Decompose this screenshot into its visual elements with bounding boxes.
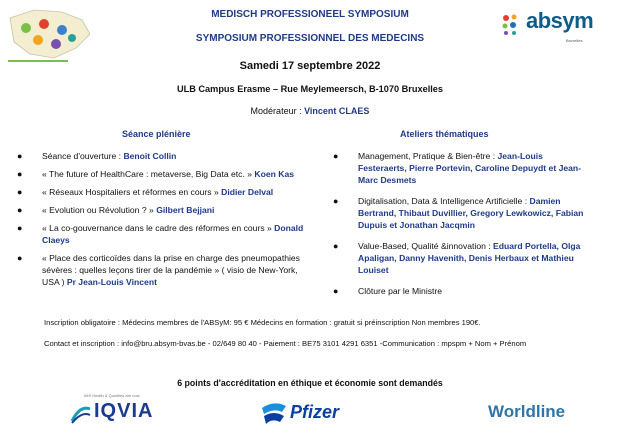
iqvia-swoosh-icon bbox=[70, 403, 92, 425]
pfizer-wordmark: Pfizer bbox=[290, 402, 340, 422]
item-text: « The future of HealthCare : metaverse, Big Data etc. » bbox=[42, 169, 255, 179]
plenary-heading: Séance plénière bbox=[122, 129, 191, 139]
list-item bbox=[330, 285, 592, 297]
list-item bbox=[330, 150, 592, 186]
item-text: « Réseaux Hospitaliers et réformes en cours » bbox=[42, 187, 222, 197]
bullet-icon: ● bbox=[333, 196, 339, 206]
item-text: Clôture par le Ministre bbox=[358, 286, 443, 296]
moderator-label: Modérateur : bbox=[250, 106, 305, 116]
item-text: « Evolution ou Révolution ? » bbox=[42, 205, 157, 215]
item-text: « Place des corticoïdes dans la prise en charge des pneumopathies sévères : quelles leçons tirer de la pandémie » ( visio de New-York, USA ) bbox=[42, 253, 300, 287]
list-item bbox=[14, 204, 304, 216]
item-speaker: Jean-Louis Festeraerts, Pierre Portevin, Caroline Depuydt et Jean-Marc Desmets bbox=[358, 151, 582, 185]
item-text: Séance d'ouverture : bbox=[42, 151, 124, 161]
contact-info: Contact et inscription : info@bru.absym-bvas.be - 02/649 80 40 - Paiement : BE75 3101 4291 6351 -Communication : mpspm + Nom + Prénom bbox=[44, 339, 527, 348]
bullet-icon: ● bbox=[17, 151, 23, 161]
list-item bbox=[14, 186, 304, 198]
list-item bbox=[330, 195, 592, 231]
list-item bbox=[14, 222, 304, 246]
bullet-icon: ● bbox=[333, 151, 339, 161]
worldline-logo bbox=[488, 402, 598, 428]
item-speaker: Eduard Portella, Olga Apaligan, Danny Havenith, Denis Herbaux et Mathieu Louiset bbox=[358, 241, 581, 275]
plenary-list bbox=[14, 150, 304, 294]
worldline-wordmark: Worldline bbox=[488, 402, 566, 421]
title-french: SYMPOSIUM PROFESSIONNEL DES MEDECINS bbox=[195, 33, 425, 44]
bullet-icon: ● bbox=[17, 205, 23, 215]
absym-wordmark: absym bbox=[526, 8, 594, 33]
workshops-list bbox=[330, 150, 592, 306]
bullet-icon: ● bbox=[17, 223, 23, 233]
event-venue: ULB Campus Erasme – Rue Meylemeersch, B-1070 Bruxelles bbox=[176, 84, 444, 94]
list-item bbox=[14, 252, 304, 288]
item-speaker: Didier Delval bbox=[221, 187, 274, 197]
item-speaker: Damien Bertrand, Thibaut Duvillier, Gregory Lewkowicz, Fabian Dupuis et Jonathan Jacqmin bbox=[358, 196, 584, 230]
bullet-icon: ● bbox=[333, 241, 339, 251]
list-item bbox=[14, 168, 304, 180]
item-speaker: Benoit Collin bbox=[123, 151, 177, 161]
absym-subtitle: Bruxelles bbox=[566, 38, 583, 43]
bullet-icon: ● bbox=[17, 169, 23, 179]
item-speaker: Donald Claeys bbox=[42, 223, 304, 245]
event-date: Samedi 17 septembre 2022 bbox=[239, 60, 381, 72]
item-text: « La co-gouvernance dans le cadre des réformes en cours » bbox=[42, 223, 275, 233]
iqvia-wordmark: IQVIA bbox=[94, 400, 154, 422]
item-text: Digitalisation, Data & Intelligence Artificielle : bbox=[358, 196, 530, 206]
workshops-heading: Ateliers thématiques bbox=[400, 129, 489, 139]
pfizer-logo bbox=[260, 396, 350, 430]
item-speaker: Pr Jean-Louis Vincent bbox=[66, 277, 157, 287]
pfizer-emblem-icon bbox=[260, 400, 288, 426]
iqvia-logo bbox=[66, 393, 186, 429]
item-text: Management, Pratique & Bien-être : bbox=[358, 151, 498, 161]
moderator-name: Vincent CLAES bbox=[304, 106, 370, 116]
accreditation-note: 6 points d'accréditation en éthique et économie sont demandés bbox=[177, 378, 443, 388]
iqvia-tagline: IMS Health & Quintiles are now bbox=[84, 393, 140, 398]
item-text: Value-Based, Qualité &innovation : bbox=[358, 241, 494, 251]
title-dutch: MEDISCH PROFESSIONEEL SYMPOSIUM bbox=[211, 9, 409, 20]
bullet-icon: ● bbox=[17, 253, 23, 263]
bullet-icon: ● bbox=[333, 286, 339, 296]
list-item bbox=[14, 150, 304, 162]
bullet-icon: ● bbox=[17, 187, 23, 197]
item-speaker: Gilbert Bejjani bbox=[156, 205, 215, 215]
inscription-info: Inscription obligatoire : Médecins membres de l'ABSyM: 95 € Médecins en formation : gratuit si préinscription Non membres 190€. bbox=[44, 318, 481, 327]
list-item bbox=[330, 240, 592, 276]
item-speaker: Koen Kas bbox=[254, 169, 295, 179]
moderator-line bbox=[0, 106, 620, 116]
